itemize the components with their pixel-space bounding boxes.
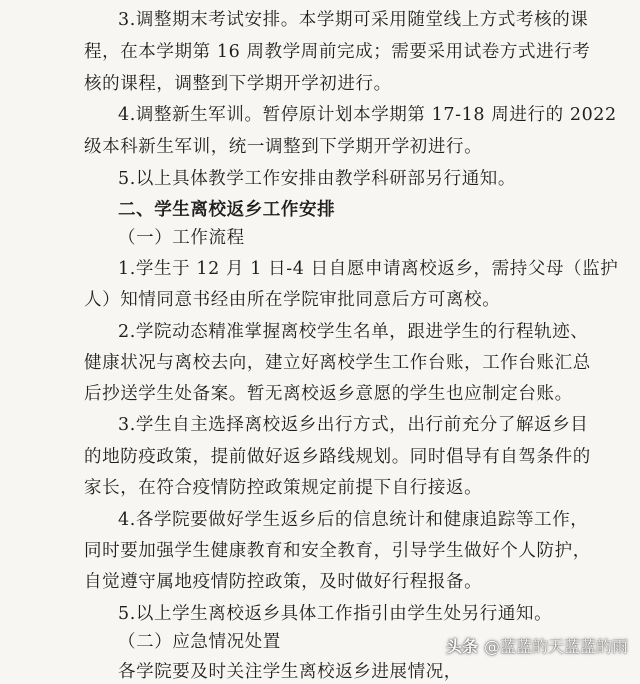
section-heading: 二、学生离校返乡工作安排 <box>118 200 336 220</box>
paragraph-line: 4.各学院要做好学生返乡后的信息统计和健康追踪等工作， <box>118 510 589 530</box>
subsection-heading: （一）工作流程 <box>118 228 245 248</box>
paragraph-line: 5.以上具体教学工作安排由教学科研部另行通知。 <box>118 169 516 189</box>
paragraph-line: 4.调整新生军训。暂停原计划本学期第 17-18 周进行的 2022 <box>118 105 617 125</box>
paragraph-line: 的地防疫政策，提前做好返乡路线规划。同时倡导有自驾条件的 <box>84 447 591 467</box>
paragraph-line: 自觉遵守属地疫情防控政策，及时做好行程报备。 <box>84 572 483 592</box>
paragraph-line: 3.学生自主选择离校返乡出行方式，出行前充分了解返乡目 <box>118 415 589 435</box>
paragraph-line: 各学院要及时关注学生离校返乡进展情况， <box>118 662 462 682</box>
watermark-handle: @蓝蓝的天蓝蓝的雨 <box>483 636 628 656</box>
paragraph-line: 2.学院动态精准掌握离校学生名单，跟进学生的行程轨迹、 <box>118 322 589 342</box>
paragraph-line: 同时要加强学生健康教育和安全教育，引导学生做好个人防护， <box>84 541 591 561</box>
paragraph-line: 程，在本学期第 16 周教学周前完成；需要采用试卷方式进行考 <box>84 42 591 62</box>
watermark <box>446 632 628 658</box>
subsection-heading: （二）应急情况处置 <box>118 632 281 652</box>
paragraph-line: 3.调整期末考试安排。本学期可采用随堂线上方式考核的课 <box>118 10 589 30</box>
paragraph-line: 后抄送学生处备案。暂无离校返乡意愿的学生也应制定台账。 <box>84 384 573 404</box>
watermark-brand: 头条 <box>445 636 478 656</box>
paragraph-line: 核的课程，调整到下学期开学初进行。 <box>84 74 392 94</box>
paragraph-line: 人）知情同意书经由所在学院审批同意后方可离校。 <box>84 290 501 310</box>
paragraph-line: 级本科新生军训，统一调整到下学期开学初进行。 <box>84 137 483 157</box>
paragraph-line: 健康状况与离校去向，建立好离校学生工作台账，工作台账汇总 <box>84 353 591 373</box>
paragraph-line: 1.学生于 12 月 1 日-4 日自愿申请离校返乡，需持父母（监护 <box>118 259 619 279</box>
paragraph-line: 家长，在符合疫情防控政策规定前提下自行接返。 <box>84 478 483 498</box>
paragraph-line: 5.以上学生离校返乡具体工作指引由学生处另行通知。 <box>118 604 553 624</box>
